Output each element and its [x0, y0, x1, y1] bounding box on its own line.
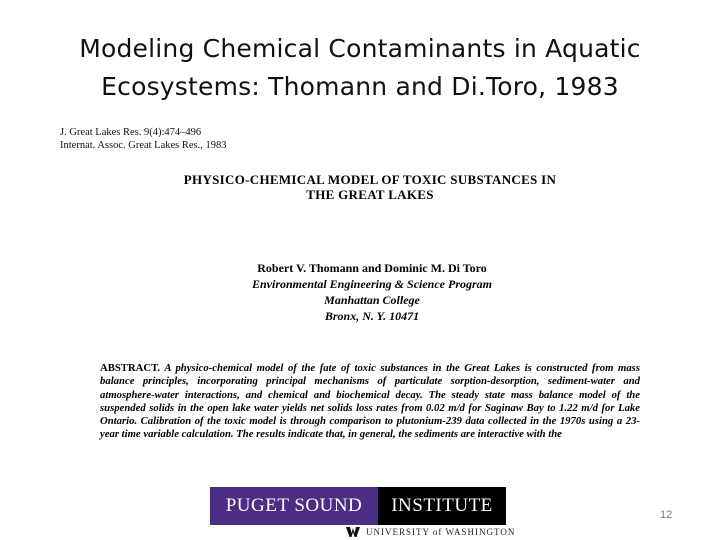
slide-title-line-2: Ecosystems: Thomann and Di.Toro, 1983 — [101, 72, 619, 101]
abstract-text: A physico-chemical model of the fate of toxic substances in the Great Lakes is constructed from mass balance principles, incorporating principal mechanisms of particulate sorption-desorption, sediment-water and atmosphere-water interactions, and chemical and biochemical decay. The steady state mass balance model of the suspended solids in the open lake water yields net solids loss rates from 0.02 m/d for Saginaw Bay to 1.22 m/d for Lake Ontario. Calibration of the toxic model is through comparison to plutonium-239 data collected in the 1970s using a 23-year time variable calculation. The results indicate that, in general, the sediments are interactive with the — [100, 362, 640, 441]
abstract-label: ABSTRACT. — [100, 362, 161, 374]
paper-title-line-1: PHYSICO-CHEMICAL MODEL OF TOXIC SUBSTANCES IN — [183, 172, 557, 187]
journal-citation — [60, 126, 227, 152]
affiliation-line-3: Bronx, N. Y. 10471 — [324, 309, 420, 323]
slide-title-line-1: Modeling Chemical Contaminants in Aquatic — [79, 34, 641, 63]
logo-institute: INSTITUTE — [378, 487, 506, 525]
author-block — [222, 260, 522, 324]
affiliation-line-2: Manhattan College — [324, 293, 420, 307]
affiliation-line-1: Environmental Engineering & Science Program — [251, 277, 493, 291]
abstract — [100, 362, 640, 442]
paper-title-line-2: THE GREAT LAKES — [306, 187, 434, 202]
logo-puget-sound: PUGET SOUND — [210, 487, 378, 525]
citation-line-2: Internat. Assoc. Great Lakes Res., 1983 — [60, 140, 227, 151]
uw-w-icon — [346, 527, 360, 537]
slide-title — [0, 30, 720, 106]
university-name: UNIVERSITY of WASHINGTON — [366, 527, 516, 537]
author-names: Robert V. Thomann and Dominic M. Di Toro — [257, 261, 487, 275]
paper-title — [150, 172, 590, 202]
citation-line-1: J. Great Lakes Res. 9(4):474–496 — [60, 127, 202, 138]
university-line — [346, 527, 515, 537]
page-number: 12 — [660, 509, 673, 521]
puget-sound-institute-logo — [210, 487, 506, 525]
